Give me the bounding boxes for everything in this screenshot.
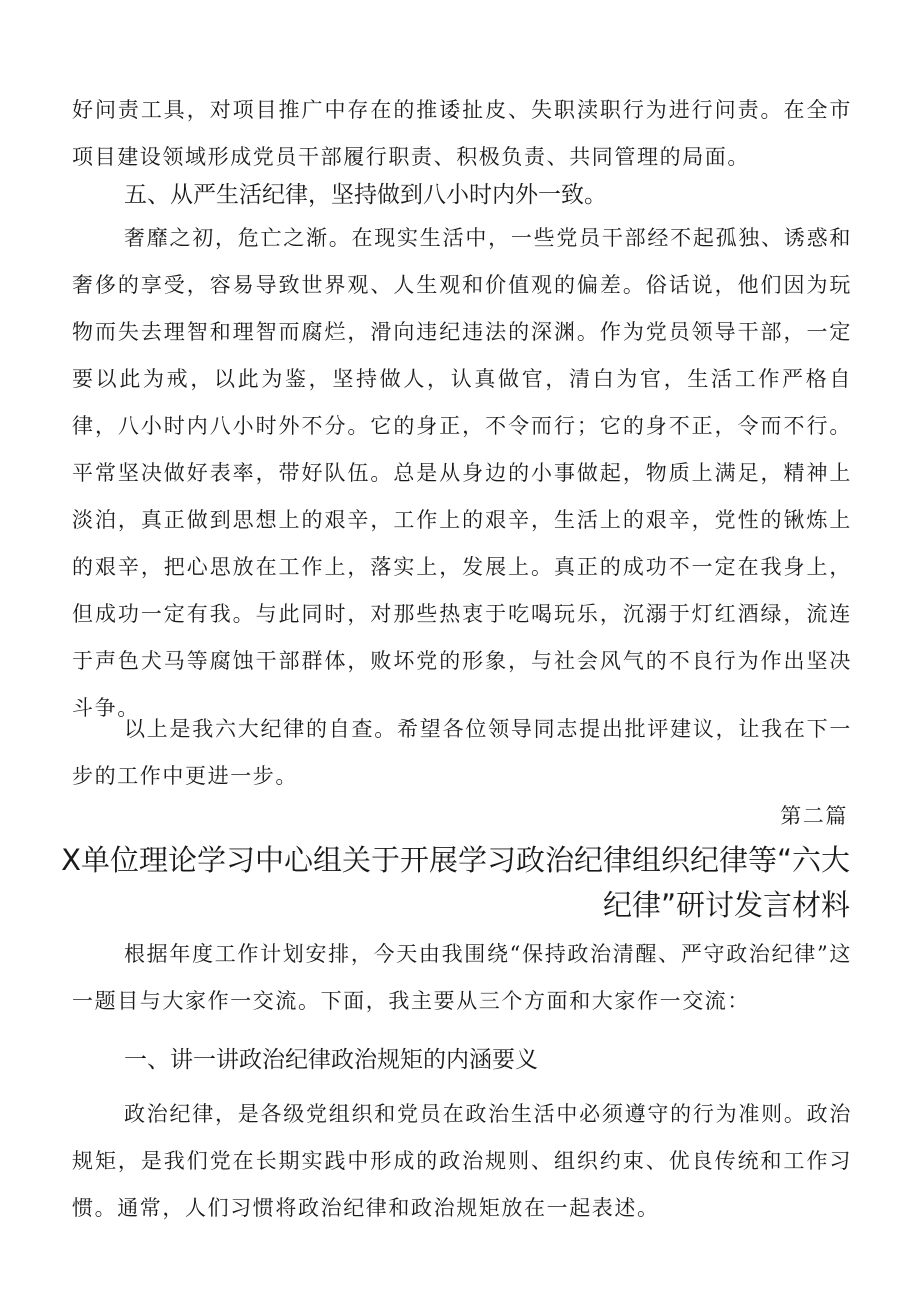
document-title-line-1: X单位理论学习中心组关于开展学习政治纪律组织纪律等“六大 bbox=[61, 843, 850, 877]
paragraph-life-discipline: 奢靡之初，危亡之渐。在现实生活中，一些党员干部经不起孤独、诱惑和奢侈的享受，容易导致世界观、人生观和价值观的偏差。俗话说，他们因为玩物而失去理智和理智而腐烂，滑向违纪违法的深渊。作为党员领导干部，一定要以此为戒，以此为鉴，坚持做人，认真做官，清白为官，生活工作严格自律，八小时内八小时外不分。它的身正，不令而行；它的身不正，令而不行。平常坚决做好表率，带好队伍。总是从身边的小事做起，物质上满足，精神上淡泊，真正做到思想上的艰辛，工作上的艰辛，生活上的艰辛，党性的锹炼上的艰辛，把心思放在工作上，落实上，发展上。真正的成功不一定在我身上，但成功一定有我。与此同时，对那些热衷于吃喝玩乐，沉溺于灯红酒绿，流连于声色犬马等腐蚀干部群体，败坏党的形象，与社会风气的不良行为作出坚决斗争。 bbox=[72, 226, 852, 720]
paragraph-intro: 根据年度工作计划安排，今天由我围绕“保持政治清醒、严守政治纪律”这一题目与大家作一交流。下面，我主要从三个方面和大家作一交流： bbox=[72, 942, 852, 1013]
paragraph-accountability: 好问责工具，对项目推广中存在的推诿扯皮、失职渎职行为进行问责。在全市项目建设领域形成党员干部履行职责、积极负责、共同管理的局面。 bbox=[72, 98, 852, 169]
section-label: 第二篇 bbox=[780, 804, 848, 828]
paragraph-closing: 以上是我六大纪律的自查。希望各位领导同志提出批评建议，让我在下一步的工作中更进一步。 bbox=[72, 717, 852, 788]
paragraph-political-discipline: 政治纪律，是各级党组织和党员在政治生活中必须遵守的行为准则。政治规矩，是我们党在长期实践中形成的政治规则、组织约束、优良传统和工作习惯。通常，人们习惯将政治纪律和政治规矩放在一起表述。 bbox=[72, 1102, 852, 1220]
heading-section-one: 一、讲一讲政治纪律政治规矩的内涵要义 bbox=[124, 1047, 538, 1073]
heading-section-five: 五、从严生活纪律，坚持做到八小时内外一致。 bbox=[124, 182, 607, 208]
document-title-line-2: 纪律”研讨发言材料 bbox=[602, 888, 850, 922]
